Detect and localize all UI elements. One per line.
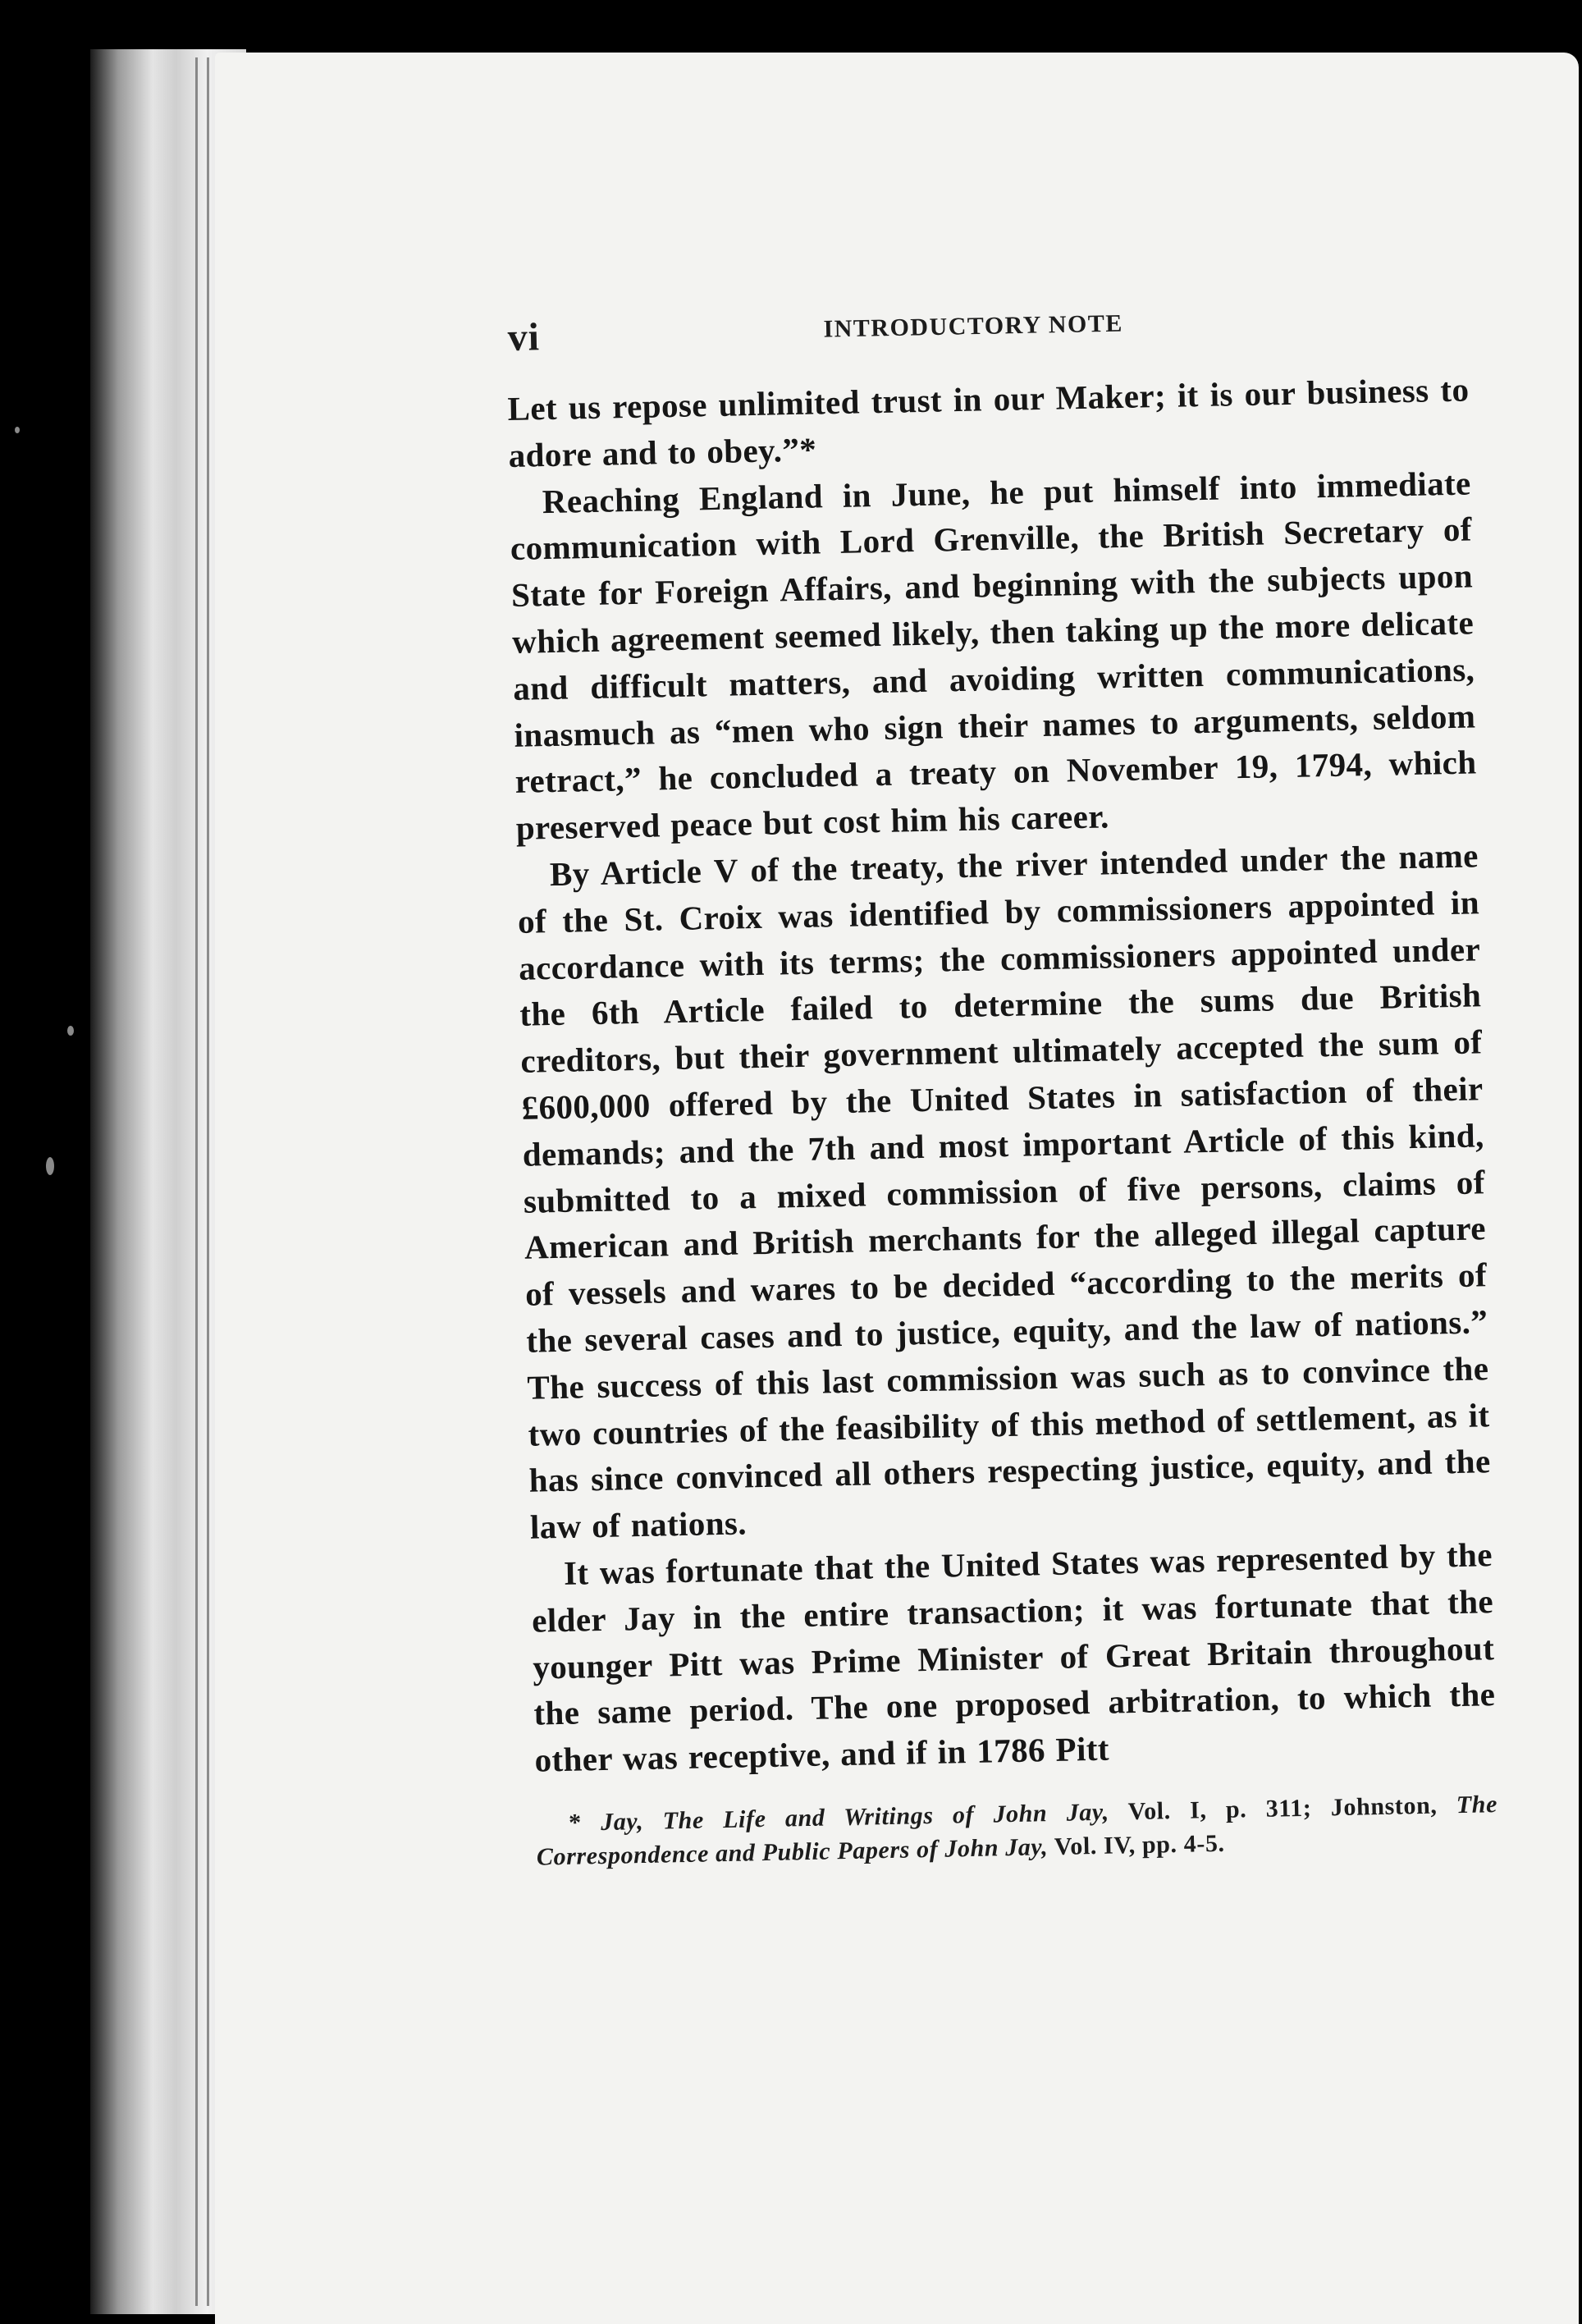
paragraph: Reaching England in June, he put himself into immediate communication with Lord Grenville, the British Secretary of State for Foreign Affairs, and beginning with the subjects upon which agreement seemed likely, then taking up the more delicate and difficult matters, and avoiding written communications, inasmuch as “men who sign their names to arguments, seldom retract,” he concluded a treaty on November 19, 1794, which preserved peace but cost him his career. bbox=[510, 464, 1477, 848]
paragraph: Let us repose unlimited trust in our Maker; it is our business to adore and to obey.”* bbox=[507, 370, 1470, 474]
paragraph: It was fortunate that the United States was represented by the elder Jay in the entire transaction; it was fortunate that the younger Pitt was Prime Minister of Great Britain throughout the same period. The one proposed arbitration, to which the other was receptive, and if in 1786 Pitt bbox=[531, 1535, 1496, 1779]
footnote-work-title: The Life and Writings of John Jay, bbox=[662, 1798, 1110, 1835]
footnote-reference: Vol. IV, pp. 4-5. bbox=[1047, 1829, 1225, 1861]
page-number: vi bbox=[507, 315, 541, 359]
footnote-marker: * bbox=[568, 1808, 601, 1837]
paragraph: By Article V of the treaty, the river intended under the name of the St. Croix was identified by commissioners appointed in accordance with its terms; the commissioners appointed under the 6th Article failed to determine the sums due British creditors, but their government ultimately accepted the sum of £600,000 offered by the United States in satisfaction of their demands; and the 7th and most important Article of this kind, submitted to a mixed commission of five persons, claims of American and British merchants for the alleged illegal capture of vessels and wares to be decided “according to the merits of the several cases and to justice, equity, and the law of nations.” The success of this last commission was such as to convince the two countries of the feasibility of this method of settlement, as it has since convinced all others respecting justice, equity, and the law of nations. bbox=[517, 836, 1492, 1546]
scan-speck bbox=[46, 1157, 54, 1175]
footnote-author: Jay, bbox=[600, 1807, 664, 1836]
page-stack-line bbox=[195, 57, 198, 2306]
running-head-title: INTRODUCTORY NOTE bbox=[823, 309, 1124, 343]
scan-margin bbox=[0, 0, 90, 2324]
page-stack-line bbox=[207, 57, 209, 2306]
scan-speck bbox=[67, 1026, 74, 1036]
footnote-work-title: The Correspondence and Public Papers of John Jay, bbox=[536, 1791, 1498, 1871]
footnote-reference: Vol. I, p. 311; Johnston, bbox=[1109, 1791, 1457, 1826]
scan-speck bbox=[15, 427, 20, 433]
page-text bbox=[507, 366, 1498, 1873]
